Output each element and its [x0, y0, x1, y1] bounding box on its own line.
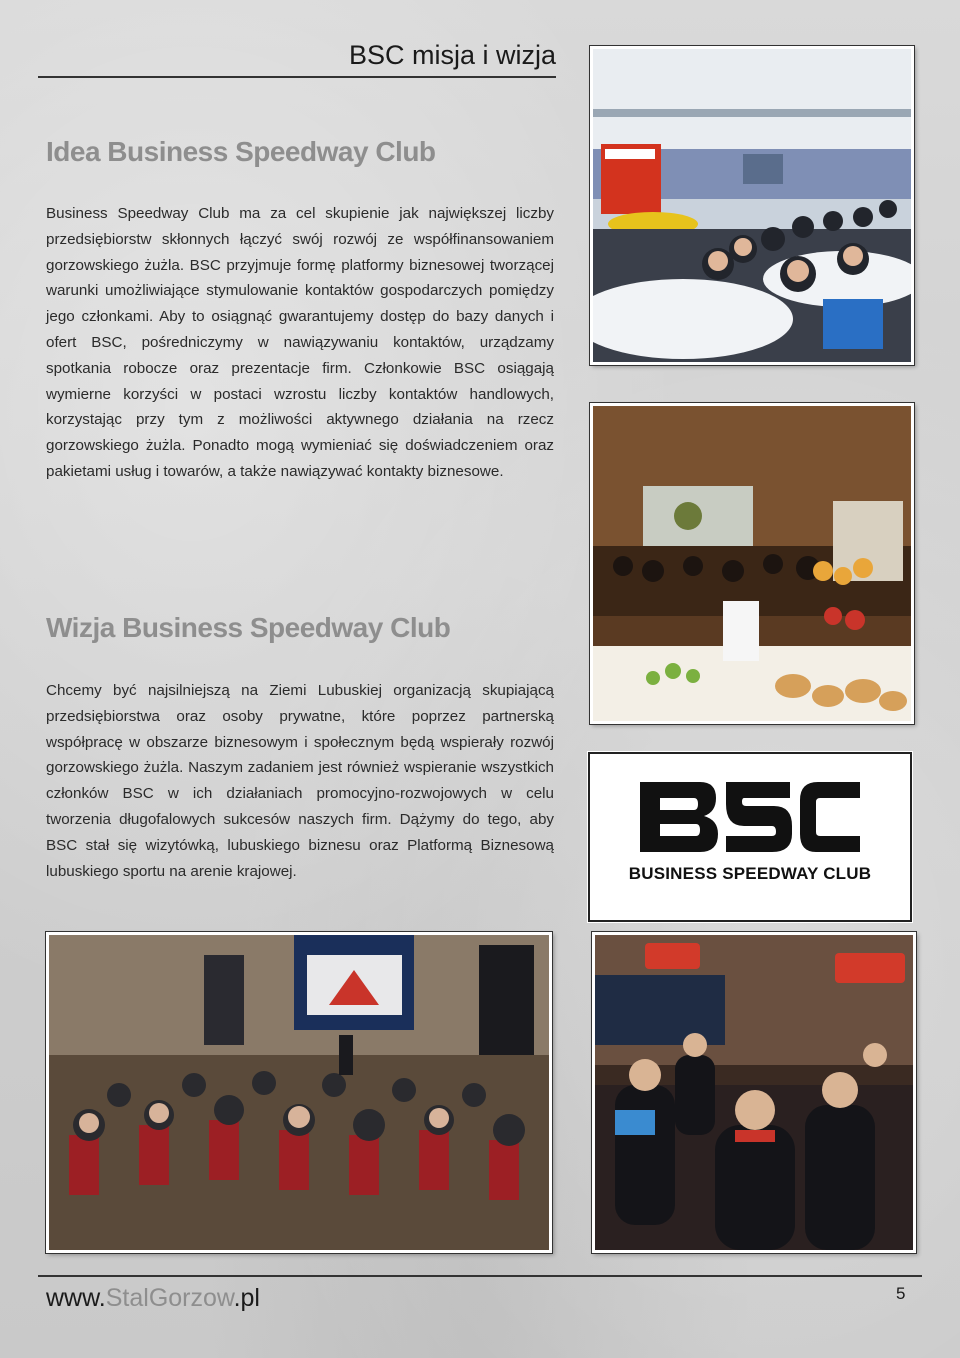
footer-divider [38, 1275, 922, 1277]
idea-paragraph: Business Speedway Club ma za cel skupienie jak największej liczby przedsiębiorstw skłonnych łączyć swój rozwój ze współfinansowaniem gorzowskiego żużla. BSC przyjmuje formę platformy biznesowej tworzącej warunki umożliwiające stymulowanie kontaktów gospodarczych pomiędzy jego członkami. Aby to osiągnąć gwarantujemy dostęp do bazy danych i ofert BSC, pośredniczymy w nawiązywaniu kontaktów, urządzamy spotkania robocze oraz prezentacje firm. Członkowie BSC osiągają wymierne korzyści w postaci wzrostu liczby kontaktów handlowych, korzystając przy tym z możliwości aktywnego działania na rzecz gorzowskiego żużla. Ponadto mogą wymieniać się doświadczeniem oraz pakietami usług i towarów, a także nawiązywać kontakty biznesowe. [46, 205, 554, 480]
idea-heading: Idea Business Speedway Club [46, 136, 436, 167]
header-divider [38, 76, 556, 78]
page-title: BSC misja i wizja [348, 40, 556, 70]
footer-website-link[interactable] [46, 1284, 260, 1313]
footer-url-accent: StalGorzow [105, 1284, 234, 1312]
page-number: 5 [896, 1284, 906, 1303]
photo-conference-hall [590, 46, 914, 365]
footer-url-suffix: .pl [233, 1284, 260, 1312]
footer-url-prefix: www. [46, 1284, 106, 1312]
logo-subtitle: BUSINESS SPEEDWAY CLUB [628, 864, 872, 883]
photo-presentation-audience [46, 932, 552, 1253]
vision-heading: Wizja Business Speedway Club [46, 612, 451, 643]
bsc-logo [588, 752, 912, 922]
photo-networking-dinner [592, 932, 916, 1253]
photo-buffet-room [590, 403, 914, 724]
vision-paragraph: Chcemy być najsilniejszą na Ziemi Lubuskiej organizacją skupiającą przedsiębiorstwa oraz osoby prywatne, które poprzez partnerską współpracę w obszarze biznesowym i społecznym będą wspierały rozwój gorzowskiego żużla. Naszym zadaniem jest również wspieranie wszystkich członków BSC w ich działaniach promocyjno-rozwojowych w celu tworzenia długofalowych sukcesów naszych firm. Dążymy do tego, aby BSC stał się wizytówką, lubuskiego biznesu oraz Platformą Biznesową lubuskiego sportu na arenie krajowej. [46, 682, 554, 880]
bsc-logo-mark [640, 774, 860, 860]
